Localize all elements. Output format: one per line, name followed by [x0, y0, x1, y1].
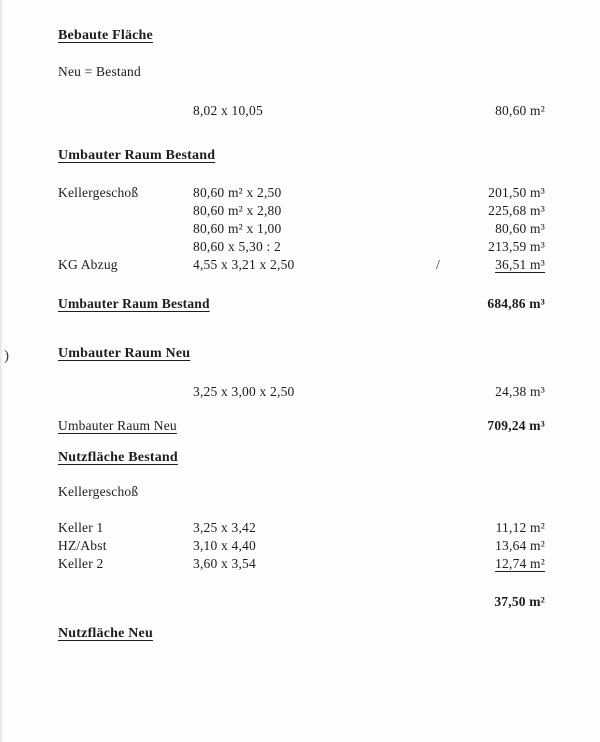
- calc-row-keller-1: [58, 520, 545, 536]
- row-result: 201,50 m³: [488, 185, 545, 200]
- row-calc: 8,02 x 10,05: [193, 103, 263, 118]
- row-result: 11,12 m²: [495, 520, 545, 535]
- row-calc: 3,10 x 4,40: [193, 538, 256, 553]
- scan-edge-artifact: [0, 0, 3, 742]
- row-result: 225,68 m³: [488, 203, 545, 218]
- row-result: 24,38 m³: [495, 384, 545, 399]
- row-result: 213,59 m³: [488, 239, 545, 254]
- total-row-umbauter-neu: [58, 418, 545, 434]
- row-result: 12,74 m²: [495, 556, 545, 571]
- row-calc: 80,60 m² x 1,00: [193, 221, 282, 236]
- row-result: 36,51 m³: [495, 257, 545, 272]
- row-calc: 80,60 m² x 2,50: [193, 185, 282, 200]
- row-label: Kellergeschoß: [58, 185, 139, 200]
- scan-mark-paren: ): [4, 348, 10, 364]
- section-heading-bebaute-flaeche: Bebaute Fläche: [58, 28, 153, 43]
- row-calc: 3,25 x 3,42: [193, 520, 256, 535]
- calc-row-hz-abst: [58, 538, 545, 554]
- row-calc: 3,60 x 3,54: [193, 556, 256, 571]
- total-result: 37,50 m²: [494, 594, 545, 609]
- row-calc: 80,60 x 5,30 : 2: [193, 239, 281, 254]
- calc-row-keller-2: [58, 556, 545, 572]
- total-row-nutzflaeche-bestand: [58, 594, 545, 610]
- section-heading-nutzflaeche-bestand: Nutzfläche Bestand: [58, 450, 178, 465]
- row-label: HZ/Abst: [58, 538, 107, 553]
- row-label: Keller 1: [58, 520, 104, 535]
- calc-row: [58, 239, 545, 255]
- calc-row: [58, 221, 545, 237]
- scan-mark-slash: /: [436, 258, 441, 273]
- section-heading-nutzflaeche-neu: Nutzfläche Neu: [58, 626, 153, 641]
- row-calc: 4,55 x 3,21 x 2,50: [193, 257, 295, 272]
- section-heading-umbauter-raum-neu: Umbauter Raum Neu: [58, 346, 191, 361]
- calc-row-umbauter-neu: [58, 384, 545, 400]
- section-heading-umbauter-raum-bestand: Umbauter Raum Bestand: [58, 148, 216, 163]
- row-result: 80,60 m³: [495, 221, 545, 236]
- total-result: 709,24 m³: [487, 418, 545, 433]
- row-result: 13,64 m²: [495, 538, 545, 553]
- total-row-umbauter-bestand: [58, 296, 545, 312]
- neu-bestand-note: Neu = Bestand: [58, 64, 141, 79]
- calc-row: [58, 185, 545, 201]
- row-result: 80,60 m²: [495, 103, 545, 118]
- row-label: KG Abzug: [58, 257, 118, 272]
- total-result: 684,86 m³: [487, 296, 545, 311]
- calc-row-kg-abzug: [58, 257, 545, 273]
- row-label: Keller 2: [58, 556, 104, 571]
- subheading-kellergeschoss: Kellergeschoß: [58, 484, 139, 499]
- total-label: Umbauter Raum Bestand: [58, 296, 210, 311]
- total-label: Umbauter Raum Neu: [58, 418, 177, 433]
- row-calc: 3,25 x 3,00 x 2,50: [193, 384, 295, 399]
- row-calc: 80,60 m² x 2,80: [193, 203, 282, 218]
- calc-row: [58, 203, 545, 219]
- calc-row-bebaute: [58, 103, 545, 119]
